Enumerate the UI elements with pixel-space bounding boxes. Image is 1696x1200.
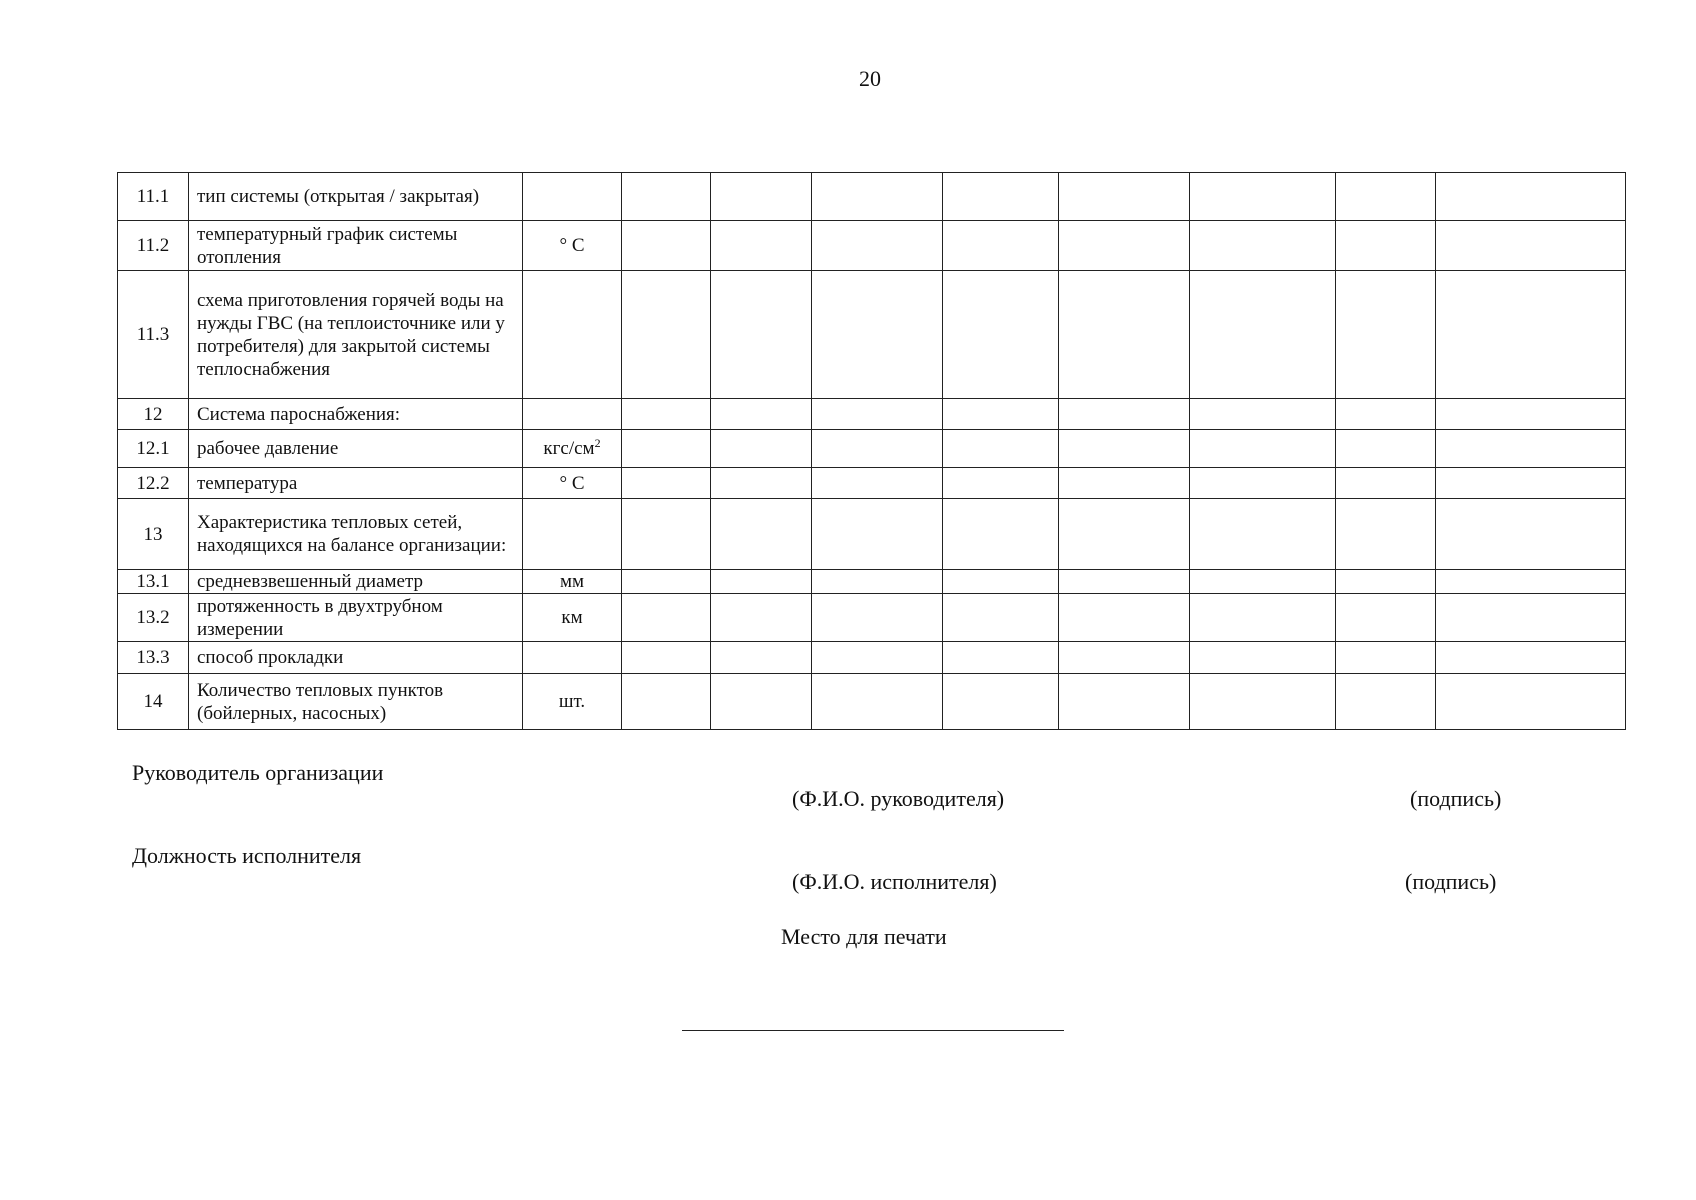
value-cell[interactable] [711,430,812,468]
executor-sign-caption: (подпись) [1405,869,1497,894]
table-row [118,674,1626,730]
value-cell[interactable] [1336,399,1436,430]
value-cell[interactable] [1336,642,1436,674]
row-number: 12.2 [118,468,189,499]
row-unit [523,173,622,221]
value-cell[interactable] [1436,594,1626,642]
signature-underline [682,1030,1064,1031]
value-cell[interactable] [1436,173,1626,221]
value-cell[interactable] [1190,399,1336,430]
value-cell[interactable] [943,271,1059,399]
value-cell[interactable] [812,594,943,642]
value-cell[interactable] [711,570,812,594]
value-cell[interactable] [812,399,943,430]
value-cell[interactable] [1336,221,1436,271]
value-cell[interactable] [711,594,812,642]
row-number: 11.3 [118,271,189,399]
value-cell[interactable] [812,642,943,674]
value-cell[interactable] [622,594,711,642]
row-name: средневзвешенный диаметр [189,570,523,594]
value-cell[interactable] [1059,271,1190,399]
value-cell[interactable] [622,468,711,499]
row-name: протяженность в двухтрубном измерении [189,594,523,642]
value-cell[interactable] [622,271,711,399]
row-unit [523,430,622,468]
row-number: 13.3 [118,642,189,674]
value-cell[interactable] [1190,173,1336,221]
value-cell[interactable] [1336,570,1436,594]
row-name: Характеристика тепловых сетей, находящихся на балансе организации: [189,499,523,570]
head-label: Руководитель организации [132,760,384,785]
table-row [118,642,1626,674]
value-cell[interactable] [622,399,711,430]
row-number: 12.1 [118,430,189,468]
value-cell[interactable] [711,642,812,674]
table-row [118,594,1626,642]
value-cell[interactable] [1059,594,1190,642]
head-sign-caption: (подпись) [1410,786,1502,811]
table-row [118,499,1626,570]
value-cell[interactable] [1190,570,1336,594]
table-row [118,271,1626,399]
value-cell[interactable] [711,271,812,399]
stamp-caption: Место для печати [781,924,947,949]
value-cell[interactable] [711,399,812,430]
row-unit: ° С [523,221,622,271]
value-cell[interactable] [1436,271,1626,399]
value-cell[interactable] [1436,499,1626,570]
row-unit: ° С [523,468,622,499]
row-unit: км [523,594,622,642]
row-name: способ прокладки [189,642,523,674]
value-cell[interactable] [1190,221,1336,271]
row-number: 13 [118,499,189,570]
row-name: Количество тепловых пунктов (бойлерных, насосных) [189,674,523,730]
unit-text: кгс/см [543,438,595,459]
value-cell[interactable] [1190,642,1336,674]
value-cell[interactable] [943,173,1059,221]
value-cell[interactable] [1436,642,1626,674]
value-cell[interactable] [812,271,943,399]
value-cell[interactable] [812,570,943,594]
value-cell[interactable] [812,499,943,570]
value-cell[interactable] [1336,173,1436,221]
value-cell[interactable] [711,221,812,271]
value-cell[interactable] [812,430,943,468]
value-cell[interactable] [1059,430,1190,468]
value-cell[interactable] [943,642,1059,674]
row-name: тип системы (открытая / закрытая) [189,173,523,221]
unit-superscript: 2 [594,436,601,450]
row-unit [523,271,622,399]
value-cell[interactable] [1436,430,1626,468]
value-cell[interactable] [812,173,943,221]
head-name-caption: (Ф.И.О. руководителя) [792,786,1005,811]
value-cell[interactable] [943,594,1059,642]
value-cell[interactable] [1436,399,1626,430]
value-cell[interactable] [622,430,711,468]
value-cell[interactable] [711,468,812,499]
value-cell[interactable] [943,399,1059,430]
value-cell[interactable] [1436,468,1626,499]
row-number: 11.1 [118,173,189,221]
value-cell[interactable] [1336,430,1436,468]
row-unit: мм [523,570,622,594]
table-row [118,221,1626,271]
value-cell[interactable] [1436,570,1626,594]
value-cell[interactable] [1059,674,1190,730]
value-cell[interactable] [943,468,1059,499]
value-cell[interactable] [1336,594,1436,642]
value-cell[interactable] [943,430,1059,468]
value-cell[interactable] [711,499,812,570]
value-cell[interactable] [1059,642,1190,674]
value-cell[interactable] [1059,173,1190,221]
value-cell[interactable] [812,468,943,499]
value-cell[interactable] [711,173,812,221]
value-cell[interactable] [1059,399,1190,430]
value-cell[interactable] [1059,468,1190,499]
value-cell[interactable] [1336,499,1436,570]
data-table [117,172,1626,730]
value-cell[interactable] [1190,271,1336,399]
value-cell[interactable] [622,221,711,271]
value-cell[interactable] [1190,468,1336,499]
table-row [118,468,1626,499]
row-unit [523,399,622,430]
row-number: 12 [118,399,189,430]
executor-label: Должность исполнителя [132,843,362,868]
table-row [118,570,1626,594]
value-cell[interactable] [622,173,711,221]
row-unit [523,499,622,570]
value-cell[interactable] [622,499,711,570]
value-cell[interactable] [1336,271,1436,399]
value-cell[interactable] [1059,499,1190,570]
row-name: схема приготовления горячей воды на нужды ГВС (на теплоисточнике или у потребителя) для закрытой системы теплоснабжения [189,271,523,399]
value-cell[interactable] [622,674,711,730]
value-cell[interactable] [1190,674,1336,730]
value-cell[interactable] [1436,674,1626,730]
value-cell[interactable] [622,642,711,674]
row-number: 11.2 [118,221,189,271]
row-name: температура [189,468,523,499]
value-cell[interactable] [943,221,1059,271]
value-cell[interactable] [1336,674,1436,730]
row-number: 13.2 [118,594,189,642]
value-cell[interactable] [622,570,711,594]
row-unit: шт. [523,674,622,730]
value-cell[interactable] [1436,221,1626,271]
table-row [118,399,1626,430]
page-number: 20 [859,66,881,91]
value-cell[interactable] [1190,430,1336,468]
row-name: Система пароснабжения: [189,399,523,430]
value-cell[interactable] [943,570,1059,594]
value-cell[interactable] [1059,570,1190,594]
row-name: температурный график системы отопления [189,221,523,271]
row-name: рабочее давление [189,430,523,468]
value-cell[interactable] [943,499,1059,570]
value-cell[interactable] [812,221,943,271]
value-cell[interactable] [812,674,943,730]
value-cell[interactable] [711,674,812,730]
table-row [118,430,1626,468]
table-row [118,173,1626,221]
value-cell[interactable] [1190,594,1336,642]
value-cell[interactable] [1190,499,1336,570]
executor-name-caption: (Ф.И.О. исполнителя) [792,869,997,894]
value-cell[interactable] [1059,221,1190,271]
value-cell[interactable] [943,674,1059,730]
row-number: 14 [118,674,189,730]
value-cell[interactable] [1336,468,1436,499]
row-unit [523,642,622,674]
row-number: 13.1 [118,570,189,594]
